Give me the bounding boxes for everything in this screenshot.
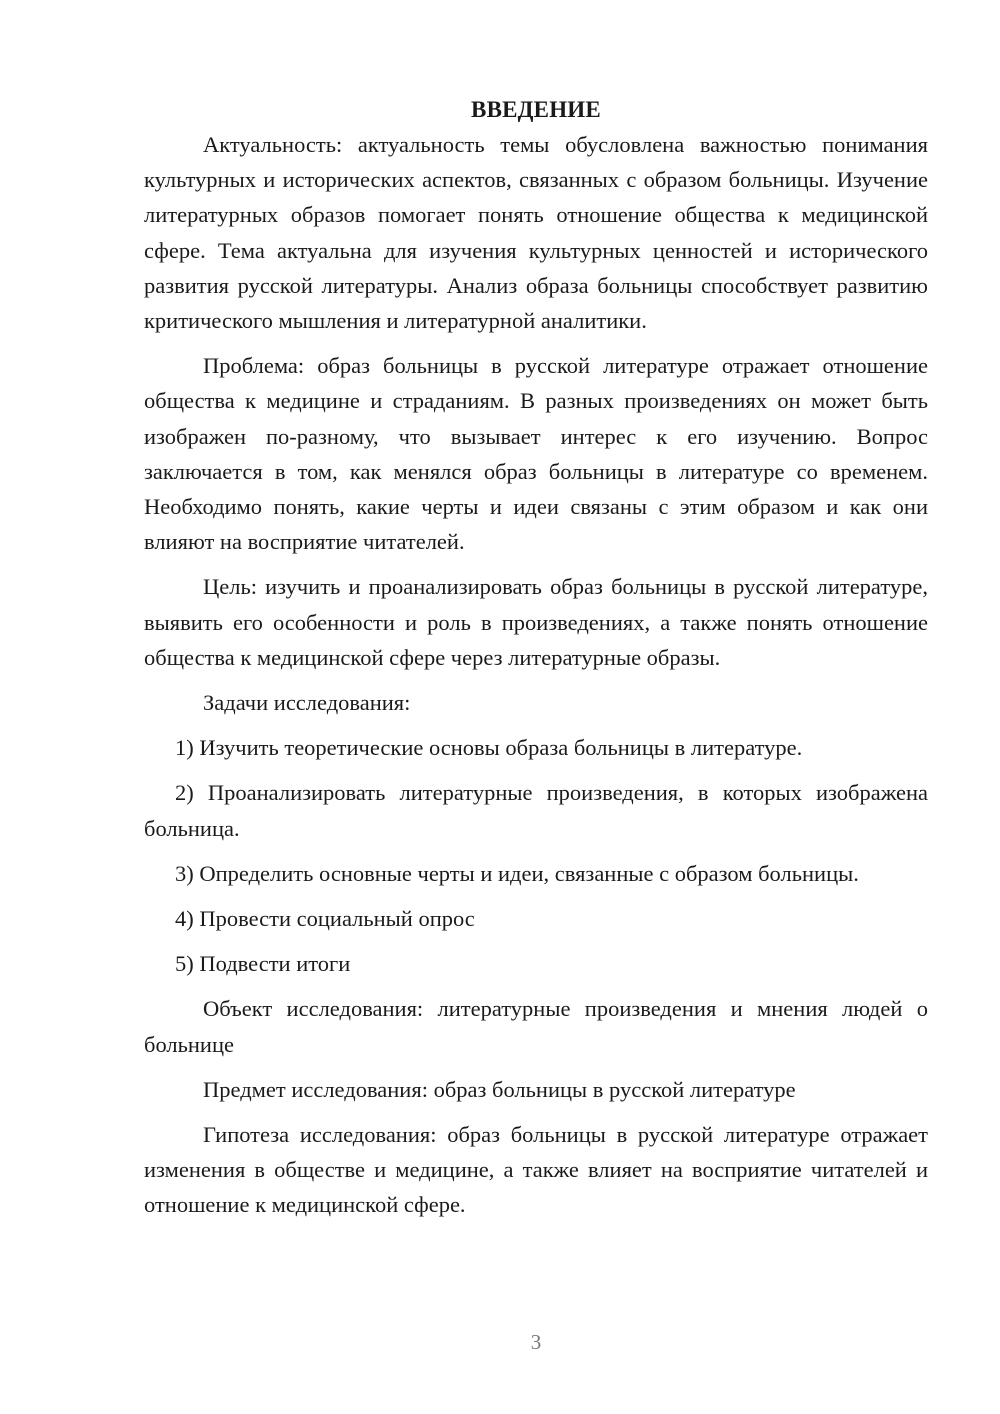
task-item: 4) Провести социальный опрос [175, 906, 475, 932]
task-item: 5) Подвести итоги [175, 951, 351, 977]
page-number: 3 [530, 1330, 542, 1354]
task-item: 1) Изучить теоретические основы образа больницы в литературе. [175, 735, 803, 761]
document-page [144, 92, 928, 1233]
task-item: 2) Проанализировать литературные произведения, в которых изображена больница. [144, 780, 928, 841]
object-paragraph: Объект исследования: литературные произведения и мнения людей о больнице [144, 996, 928, 1057]
problem-paragraph: Проблема: образ больницы в русской литературе отражает отношение общества к медицине и страданиям. В разных произведениях он может быть изображен по-разному, что вызывает интерес к его изучению. Вопрос заключается в том, как менялся образ больницы в литературе со временем. Необходимо понять, какие черты и идеи связаны с этим образом и как они влияют на восприятие читателей. [144, 353, 928, 555]
section-title: ВВЕДЕНИЕ [471, 97, 601, 122]
hypothesis-paragraph: Гипотеза исследования: образ больницы в русской литературе отражает изменения в обществе и медицине, а также влияет на восприятие читателей и отношение к медицинской сфере. [144, 1122, 928, 1218]
relevance-paragraph: Актуальность: актуальность темы обусловлена важностью понимания культурных и исторических аспектов, связанных с образом больницы. Изучение литературных образов помогает понять отношение общества к медицинской сфере. Тема актуальна для изучения культурных ценностей и исторического развития русской литературы. Анализ образа больницы способствует развитию критического мышления и литературной аналитики. [144, 132, 928, 334]
tasks-heading: Задачи исследования: [203, 690, 411, 716]
task-item: 3) Определить основные черты и идеи, связанные с образом больницы. [175, 860, 859, 886]
subject-paragraph: Предмет исследования: образ больницы в русской литературе [203, 1076, 796, 1102]
goal-paragraph: Цель: изучить и проанализировать образ больницы в русской литературе, выявить его особенности и роль в произведениях, а также понять отношение общества к медицинской сфере через литературные образы. [144, 574, 928, 670]
